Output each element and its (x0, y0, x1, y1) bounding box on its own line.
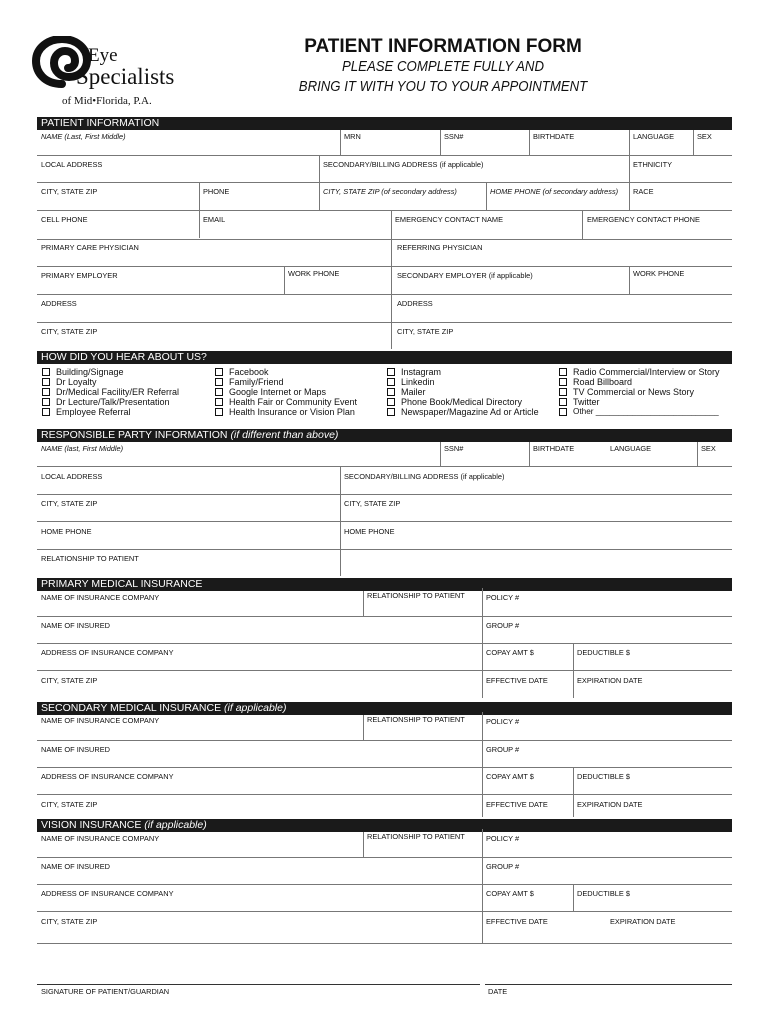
label: RELATIONSHIP TO PATIENT (367, 832, 465, 841)
divider (37, 494, 732, 495)
label: CITY, STATE ZIP (397, 327, 454, 336)
field-rp-home-phone-2[interactable] (344, 527, 395, 536)
label: POLICY # (486, 834, 520, 843)
label: HOME PHONE (of secondary address) (490, 187, 619, 196)
field-vi-policy[interactable] (486, 834, 519, 843)
field-address-1[interactable] (41, 299, 77, 308)
field-pcp[interactable] (41, 243, 139, 252)
field-rp-relationship[interactable] (41, 554, 139, 563)
label: CITY, STATE ZIP (of secondary address) (323, 187, 457, 196)
label: NAME (last, First Middle) (41, 444, 124, 453)
label: RELATIONSHIP TO PATIENT (41, 554, 139, 563)
field-rp-ssn[interactable] (444, 444, 463, 453)
field-city-2[interactable] (397, 327, 453, 336)
divider (37, 911, 732, 912)
label: NAME OF INSURED (41, 862, 110, 871)
divider (37, 943, 732, 944)
field-vi-insured[interactable] (41, 862, 110, 871)
checkbox-icon[interactable] (559, 378, 567, 386)
field-sex[interactable] (697, 132, 712, 141)
divider (363, 715, 364, 740)
section-header-hear (37, 351, 732, 364)
divider (482, 588, 483, 698)
divider (697, 442, 698, 466)
hear-option[interactable] (215, 387, 357, 397)
field-work-phone-1[interactable] (288, 269, 339, 278)
hear-option[interactable] (559, 407, 720, 416)
section-header-vision-insurance (37, 819, 732, 832)
divider (482, 829, 483, 943)
field-patient-name[interactable] (41, 132, 126, 141)
field-si-insured[interactable] (41, 745, 110, 754)
divider (37, 643, 732, 644)
field-pi-expiration[interactable] (577, 676, 642, 685)
divider (363, 832, 364, 857)
section-title: SECONDARY MEDICAL INSURANCE (41, 702, 222, 714)
checkbox-icon[interactable] (215, 388, 223, 396)
section-header-responsible (37, 429, 732, 442)
label: SECONDARY EMPLOYER (if applicable) (397, 271, 533, 280)
checkbox-icon[interactable] (42, 368, 50, 376)
field-city-1[interactable] (41, 327, 97, 336)
label: EXPIRATION DATE (610, 917, 676, 926)
hear-option[interactable] (215, 367, 357, 377)
divider (37, 239, 732, 240)
label: GROUP # (486, 621, 520, 630)
label: EFFECTIVE DATE (486, 676, 548, 685)
field-si-effective[interactable] (486, 800, 548, 809)
divider (529, 442, 530, 466)
label: NAME OF INSURED (41, 621, 110, 630)
form-subtitle-1: PLEASE COMPLETE FULLY AND (341, 58, 544, 75)
field-rp-home-phone-1[interactable] (41, 527, 92, 536)
hear-options-col4 (559, 367, 720, 416)
hear-option[interactable] (42, 407, 179, 417)
option-label: Instagram (401, 367, 442, 377)
label: CITY, STATE ZIP (41, 917, 98, 926)
field-birthdate[interactable] (533, 132, 574, 141)
label: NAME OF INSURANCE COMPANY (41, 593, 160, 602)
field-language[interactable] (633, 132, 674, 141)
hear-option[interactable] (42, 397, 179, 407)
field-phone[interactable] (203, 187, 229, 196)
field-si-company[interactable] (41, 716, 159, 725)
divider (37, 155, 732, 156)
field-rp-language[interactable] (610, 444, 651, 453)
label: EMERGENCY CONTACT NAME (395, 215, 503, 224)
practice-logo (30, 34, 190, 114)
label: EMAIL (203, 215, 226, 224)
option-label: Dr/Medical Facility/ER Referral (56, 387, 180, 397)
option-label: Dr Lecture/Talk/Presentation (56, 397, 170, 407)
signature-label: SIGNATURE OF PATIENT/GUARDIAN (41, 987, 170, 996)
field-si-policy[interactable] (486, 717, 519, 726)
divider (199, 182, 200, 238)
section-title: VISION INSURANCE (41, 819, 142, 831)
label: CELL PHONE (41, 215, 88, 224)
field-emergency-name[interactable] (395, 215, 503, 224)
field-local-address[interactable] (41, 160, 102, 169)
divider (440, 442, 441, 466)
option-label: Building/Signage (56, 367, 124, 377)
field-vi-copay[interactable] (486, 889, 534, 898)
divider (482, 712, 483, 817)
divider (37, 466, 732, 467)
label: ADDRESS OF INSURANCE COMPANY (41, 648, 174, 657)
option-label: Radio Commercial/Interview or Story (573, 367, 720, 377)
field-primary-employer[interactable] (41, 271, 118, 280)
logo-line3: of Mid•Florida, P.A. (62, 95, 152, 107)
option-label: Facebook (229, 367, 269, 377)
section-header-secondary-insurance (37, 702, 732, 715)
label: CITY, STATE ZIP (41, 187, 98, 196)
label: SECONDARY/BILLING ADDRESS (if applicable) (323, 160, 484, 169)
divider (37, 521, 732, 522)
divider (629, 266, 630, 294)
logo-line2: Specialists (76, 64, 175, 89)
field-referring[interactable] (397, 243, 482, 252)
field-pi-relationship[interactable] (367, 591, 465, 600)
field-si-relationship[interactable] (367, 715, 465, 724)
checkbox-icon[interactable] (559, 388, 567, 396)
label: POLICY # (486, 717, 520, 726)
label: HOME PHONE (41, 527, 92, 536)
option-label: Dr Loyalty (56, 377, 97, 387)
label: LOCAL ADDRESS (41, 160, 103, 169)
label: MRN (344, 132, 361, 141)
field-rp-city-1[interactable] (41, 499, 97, 508)
hear-options-col3 (387, 367, 539, 417)
field-pi-copay[interactable] (486, 648, 534, 657)
divider (37, 767, 732, 768)
field-si-expiration[interactable] (577, 800, 642, 809)
option-label: Employee Referral (56, 407, 131, 417)
label: WORK PHONE (288, 269, 340, 278)
label: ADDRESS (41, 299, 77, 308)
field-si-city[interactable] (41, 800, 97, 809)
label: NAME (Last, First Middle) (41, 132, 126, 141)
divider (440, 130, 441, 155)
date-line[interactable] (485, 984, 732, 985)
label: EXPIRATION DATE (577, 676, 643, 685)
divider (37, 182, 732, 183)
section-title: PRIMARY MEDICAL INSURANCE (41, 578, 203, 590)
field-pi-policy[interactable] (486, 593, 519, 602)
divider (573, 643, 574, 698)
divider (319, 155, 320, 210)
hear-option[interactable] (215, 377, 357, 387)
checkbox-icon[interactable] (215, 398, 223, 406)
label: WORK PHONE (633, 269, 685, 278)
divider (37, 266, 732, 267)
divider (629, 130, 630, 210)
option-label: Family/Friend (229, 377, 284, 387)
field-vi-expiration[interactable] (610, 917, 675, 926)
divider (37, 210, 732, 211)
label: ADDRESS OF INSURANCE COMPANY (41, 772, 174, 781)
label: EMERGENCY CONTACT PHONE (587, 215, 700, 224)
label: SSN# (444, 444, 464, 453)
section-title: PATIENT INFORMATION (41, 117, 160, 129)
label: CITY, STATE ZIP (41, 499, 98, 508)
divider (340, 466, 341, 576)
field-si-group[interactable] (486, 745, 519, 754)
checkbox-icon[interactable] (387, 388, 395, 396)
field-ethnicity[interactable] (633, 160, 672, 169)
checkbox-icon[interactable] (387, 378, 395, 386)
checkbox-icon[interactable] (215, 368, 223, 376)
hear-option[interactable] (42, 377, 179, 387)
hear-option[interactable] (42, 387, 179, 397)
field-email[interactable] (203, 215, 225, 224)
field-pi-effective[interactable] (486, 676, 548, 685)
label: CITY, STATE ZIP (344, 499, 401, 508)
field-city-secondary[interactable] (323, 187, 457, 196)
checkbox-icon[interactable] (42, 388, 50, 396)
label: LOCAL ADDRESS (41, 472, 103, 481)
divider (37, 322, 732, 323)
checkbox-icon[interactable] (559, 368, 567, 376)
label: GROUP # (486, 745, 520, 754)
checkbox-icon[interactable] (215, 408, 223, 416)
checkbox-icon[interactable] (559, 398, 567, 406)
field-pi-deductible[interactable] (577, 648, 630, 657)
label: PHONE (203, 187, 230, 196)
signature-line[interactable] (37, 984, 480, 985)
label: ETHNICITY (633, 160, 673, 169)
divider (391, 210, 392, 349)
field-pi-insured[interactable] (41, 621, 110, 630)
field-si-copay[interactable] (486, 772, 534, 781)
label: NAME OF INSURED (41, 745, 110, 754)
hear-option[interactable] (559, 397, 720, 407)
field-rp-city-2[interactable] (344, 499, 400, 508)
label: EFFECTIVE DATE (486, 917, 548, 926)
divider (37, 616, 732, 617)
field-vi-deductible[interactable] (577, 889, 630, 898)
divider (37, 884, 732, 885)
field-race[interactable] (633, 187, 654, 196)
option-label: Twitter (573, 397, 600, 407)
checkbox-icon[interactable] (42, 378, 50, 386)
checkbox-icon[interactable] (387, 398, 395, 406)
divider (486, 182, 487, 210)
label: NAME OF INSURANCE COMPANY (41, 834, 160, 843)
field-vi-city[interactable] (41, 917, 97, 926)
field-rp-secondary-address[interactable] (344, 472, 504, 481)
label: PRIMARY CARE PHYSICIAN (41, 243, 139, 252)
hear-options-col2 (215, 367, 357, 417)
field-vi-group[interactable] (486, 862, 519, 871)
field-city[interactable] (41, 187, 97, 196)
divider (340, 130, 341, 155)
field-mrn[interactable] (344, 132, 361, 141)
field-pi-company[interactable] (41, 593, 159, 602)
label: BIRTHDATE (533, 132, 575, 141)
label: SSN# (444, 132, 464, 141)
checkbox-icon[interactable] (387, 368, 395, 376)
field-rp-sex[interactable] (701, 444, 716, 453)
label: SEX (701, 444, 716, 453)
field-vi-relationship[interactable] (367, 832, 465, 841)
date-label: DATE (488, 987, 508, 996)
option-label: Mailer (401, 387, 426, 397)
field-cell-phone[interactable] (41, 215, 88, 224)
field-si-deductible[interactable] (577, 772, 630, 781)
field-vi-effective[interactable] (486, 917, 548, 926)
form-title: PATIENT INFORMATION FORM (304, 36, 582, 57)
label: EXPIRATION DATE (577, 800, 643, 809)
field-work-phone-2[interactable] (633, 269, 684, 278)
label: POLICY # (486, 593, 520, 602)
label: RELATIONSHIP TO PATIENT (367, 715, 465, 724)
label: COPAY AMT $ (486, 889, 534, 898)
field-vi-company[interactable] (41, 834, 159, 843)
option-label: Newspaper/Magazine Ad or Article (401, 407, 539, 417)
field-emergency-phone[interactable] (587, 215, 700, 224)
divider (529, 130, 530, 155)
option-label: Health Fair or Community Event (229, 397, 358, 407)
divider (284, 266, 285, 294)
label: CITY, STATE ZIP (41, 327, 98, 336)
field-rp-birthdate[interactable] (533, 444, 574, 453)
hear-option[interactable] (559, 377, 720, 387)
divider (37, 794, 732, 795)
label: LANGUAGE (610, 444, 652, 453)
hear-option[interactable] (387, 377, 539, 387)
divider (37, 670, 732, 671)
label: SECONDARY/BILLING ADDRESS (if applicable) (344, 472, 505, 481)
section-note: (if different than above) (230, 429, 339, 441)
field-rp-name[interactable] (41, 444, 123, 453)
option-label: Linkedin (401, 377, 435, 387)
label: RACE (633, 187, 654, 196)
section-title: RESPONSIBLE PARTY INFORMATION (41, 429, 228, 441)
divider (37, 549, 732, 550)
field-si-address[interactable] (41, 772, 174, 781)
label: SEX (697, 132, 712, 141)
label: GROUP # (486, 862, 520, 871)
label: RELATIONSHIP TO PATIENT (367, 591, 465, 600)
section-title: HOW DID YOU HEAR ABOUT US? (41, 351, 207, 363)
checkbox-icon[interactable] (559, 408, 567, 416)
label: ADDRESS (397, 299, 433, 308)
divider (37, 857, 732, 858)
label: CITY, STATE ZIP (41, 800, 98, 809)
field-pi-address[interactable] (41, 648, 174, 657)
label: REFERRING PHYSICIAN (397, 243, 483, 252)
divider (573, 884, 574, 911)
field-secondary-address[interactable] (323, 160, 483, 169)
label: HOME PHONE (344, 527, 395, 536)
hear-option[interactable] (42, 367, 179, 377)
field-vi-address[interactable] (41, 889, 174, 898)
label: COPAY AMT $ (486, 772, 534, 781)
logo-line1: Eye (88, 45, 118, 66)
label: DEDUCTIBLE $ (577, 889, 630, 898)
label: LANGUAGE (633, 132, 675, 141)
divider (573, 767, 574, 817)
form-subtitle-2: BRING IT WITH YOU TO YOUR APPOINTMENT (298, 78, 588, 95)
hear-option[interactable] (559, 367, 720, 377)
label: CITY, STATE ZIP (41, 676, 98, 685)
hear-option[interactable] (387, 407, 539, 417)
section-note: (if applicable) (224, 702, 287, 714)
field-secondary-employer[interactable] (397, 271, 533, 280)
field-ssn[interactable] (444, 132, 463, 141)
divider (363, 591, 364, 616)
section-header-patient (37, 117, 732, 130)
label: COPAY AMT $ (486, 648, 534, 657)
option-label: Google Internet or Maps (229, 387, 327, 397)
label: DEDUCTIBLE $ (577, 648, 630, 657)
section-note: (if applicable) (144, 819, 207, 831)
option-label: Road Billboard (573, 377, 633, 387)
section-header-primary-insurance (37, 578, 732, 591)
option-label: Phone Book/Medical Directory (401, 397, 523, 407)
label: ADDRESS OF INSURANCE COMPANY (41, 889, 174, 898)
field-pi-city[interactable] (41, 676, 97, 685)
label: BIRTHDATE (533, 444, 575, 453)
hear-option[interactable] (215, 397, 357, 407)
hear-option[interactable] (387, 367, 539, 377)
divider (693, 130, 694, 155)
divider (37, 294, 732, 295)
field-address-2[interactable] (397, 299, 433, 308)
hear-option[interactable] (215, 407, 357, 417)
option-label: Health Insurance or Vision Plan (229, 407, 355, 417)
divider (582, 210, 583, 239)
label: EFFECTIVE DATE (486, 800, 548, 809)
hear-option[interactable] (387, 397, 539, 407)
checkbox-icon[interactable] (387, 408, 395, 416)
label: DEDUCTIBLE $ (577, 772, 630, 781)
field-pi-group[interactable] (486, 621, 519, 630)
hear-option[interactable] (559, 387, 720, 397)
field-home-phone-secondary[interactable] (490, 187, 618, 196)
checkbox-icon[interactable] (215, 378, 223, 386)
checkbox-icon[interactable] (42, 408, 50, 416)
hear-option[interactable] (387, 387, 539, 397)
label: NAME OF INSURANCE COMPANY (41, 716, 160, 725)
option-label: Other ___________________________ (573, 407, 719, 416)
label: PRIMARY EMPLOYER (41, 271, 118, 280)
hear-options-col1 (42, 367, 179, 417)
divider (37, 740, 732, 741)
field-rp-local-address[interactable] (41, 472, 102, 481)
checkbox-icon[interactable] (42, 398, 50, 406)
option-label: TV Commercial or News Story (573, 387, 695, 397)
